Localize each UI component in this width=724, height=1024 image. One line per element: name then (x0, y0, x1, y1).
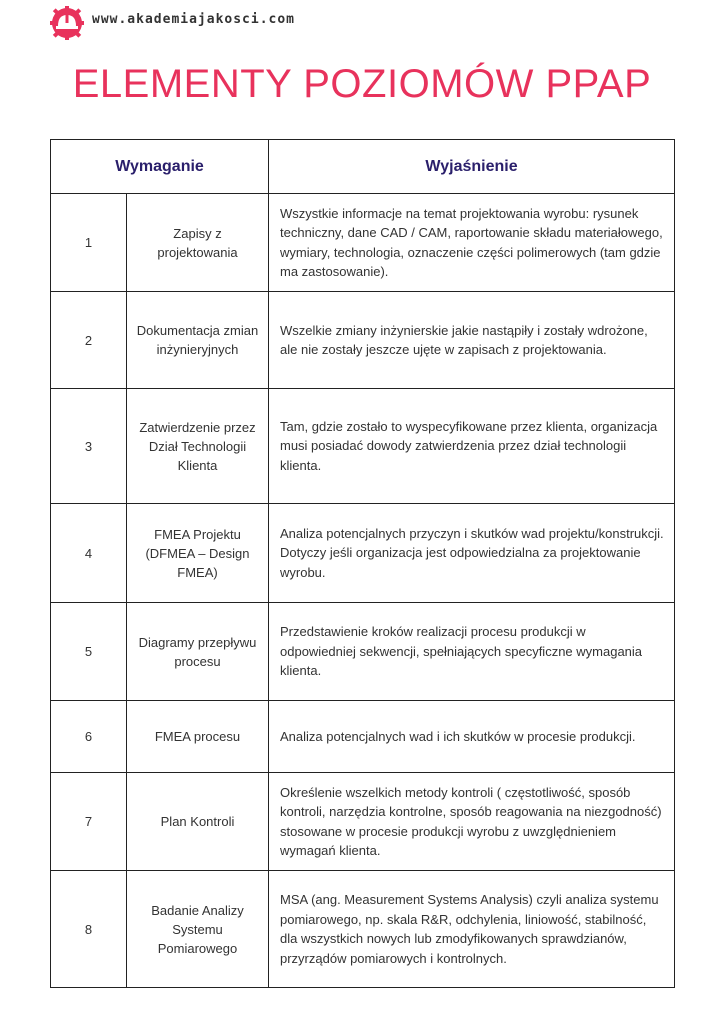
row-requirement: FMEA procesu (127, 701, 269, 773)
row-requirement: Badanie Analizy Systemu Pomiarowego (127, 871, 269, 988)
row-number: 1 (51, 194, 127, 292)
row-number: 6 (51, 701, 127, 773)
table-row (51, 292, 675, 389)
helmet-gear-logo-icon (50, 6, 84, 40)
row-requirement: Diagramy przepływu procesu (127, 603, 269, 701)
header-explanation: Wyjaśnienie (269, 140, 675, 194)
header-requirement: Wymaganie (51, 140, 269, 194)
row-requirement: Zapisy z projektowania (127, 194, 269, 292)
row-number: 3 (51, 389, 127, 504)
row-number: 4 (51, 504, 127, 603)
table-row (51, 871, 675, 988)
table-row (51, 389, 675, 504)
row-explanation: Wszystkie informacje na temat projektowania wyrobu: rysunek techniczny, dane CAD / CAM, raportowanie składu materiałowego, wymiary, technologia, oznaczenie części polimerowych (tam gdzie ma zastosowanie). (269, 194, 675, 292)
page-title: ELEMENTY POZIOMÓW PPAP (72, 62, 652, 106)
row-requirement: Zatwierdzenie przez Dział Technologii Klienta (127, 389, 269, 504)
table-row (51, 603, 675, 701)
row-explanation: Wszelkie zmiany inżynierskie jakie nastąpiły i zostały wdrożone, ale nie zostały jeszcze ujęte w zapisach z projektowania. (269, 292, 675, 389)
table-row (51, 773, 675, 871)
ppap-elements-table (50, 139, 675, 988)
row-number: 2 (51, 292, 127, 389)
site-url[interactable]: www.akademiajakosci.com (92, 11, 296, 27)
row-explanation: Analiza potencjalnych wad i ich skutków w procesie produkcji. (269, 701, 675, 773)
row-number: 8 (51, 871, 127, 988)
row-requirement: Dokumentacja zmian inżynieryjnych (127, 292, 269, 389)
row-number: 7 (51, 773, 127, 871)
page-header (50, 6, 295, 40)
row-requirement: FMEA Projektu (DFMEA – Design FMEA) (127, 504, 269, 603)
row-explanation: Tam, gdzie zostało to wyspecyfikowane przez klienta, organizacja musi posiadać dowody zatwierdzenia przez dział technologii klienta. (269, 389, 675, 504)
row-explanation: MSA (ang. Measurement Systems Analysis) czyli analiza systemu pomiarowego, np. skala R&R, odchylenia, liniowość, stabilność, dla wszystkich nowych lub zmodyfikowanych sprawdzianów, przyrządów pomiarowych i kontrolnych. (269, 871, 675, 988)
table-row (51, 504, 675, 603)
row-explanation: Przedstawienie kroków realizacji procesu produkcji w odpowiedniej sekwencji, spełniających specyficzne wymagania klienta. (269, 603, 675, 701)
row-explanation: Analiza potencjalnych przyczyn i skutków wad projektu/konstrukcji. Dotyczy jeśli organizacja jest odpowiedzialna za projektowanie wyrobu. (269, 504, 675, 603)
row-requirement: Plan Kontroli (127, 773, 269, 871)
table-row (51, 194, 675, 292)
table-row (51, 701, 675, 773)
table-header-row (51, 140, 675, 194)
row-number: 5 (51, 603, 127, 701)
row-explanation: Określenie wszelkich metody kontroli ( częstotliwość, sposób kontroli, narzędzia kontrolne, sposób reagowania na niezgodność) stosowane w procesie produkcji wyrobu z uwzględnieniem wymagań klienta. (269, 773, 675, 871)
